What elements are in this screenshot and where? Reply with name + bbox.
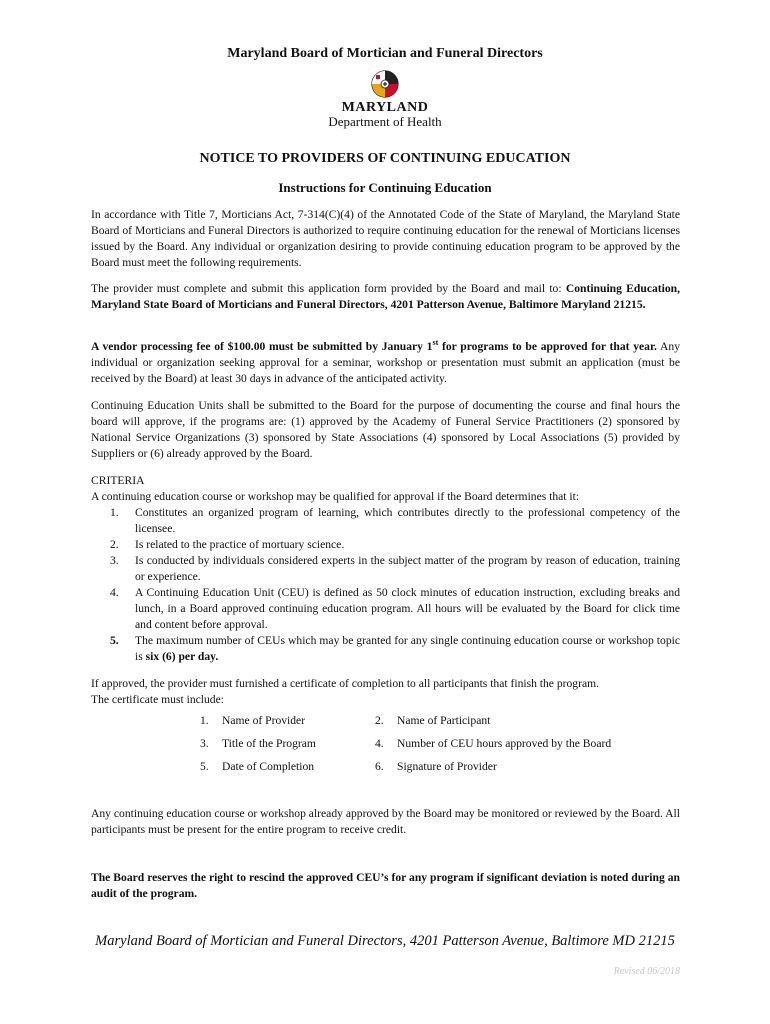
- certificate-text: Signature of Provider: [397, 760, 497, 773]
- criteria-item: [91, 585, 680, 633]
- ceu-limit: six (6) per day.: [145, 650, 219, 663]
- ceu-paragraph: Continuing Education Units shall be submitted to the Board for the purpose of documenting the course and final hours the board will approve, if the programs are: (1) approved by the Academy of Funeral Service Practitioners (2) sponsored by National Service Organizations (3) sponsored by State Associations (4) sponsored by Local Associations (5) provided by Suppliers or (6) already approved by the Board.: [91, 399, 680, 460]
- rescind-notice: The Board reserves the right to rescind the approved CEU’s for any program if significant deviation is noted during an audit of the program.: [91, 871, 680, 900]
- criteria-intro: A continuing education course or workshop may be qualified for approval if the Board determines that it:: [91, 490, 580, 503]
- monitoring-paragraph: Any continuing education course or workshop already approved by the Board may be monitored or reviewed by the Board. All participants must be present for the entire program to receive credit.: [91, 807, 680, 836]
- fee-details: Any individual or organization seeking approval for a seminar, workshop or presentation must submit an application (must be received by the Board) at least 30 days in advance of the anticipated activity.: [91, 340, 680, 385]
- certificate-text: Name of Provider: [222, 714, 306, 727]
- certificate-number: 2.: [375, 714, 384, 727]
- criteria-number: 5.: [110, 634, 119, 647]
- certificate-item: [200, 760, 375, 783]
- criteria-item: [91, 553, 680, 585]
- certificate-text: Date of Completion: [222, 760, 315, 773]
- criteria-number: 2.: [110, 538, 119, 551]
- submission-paragraph: [91, 281, 680, 313]
- fee-notice-a: A vendor processing fee of $100.00 must be submitted by January 1: [91, 340, 433, 353]
- certificate-number: 3.: [200, 737, 209, 750]
- certificate-intro: [91, 676, 680, 708]
- certificate-item: [200, 737, 375, 760]
- criteria-list: [91, 505, 680, 665]
- certificate-row: [200, 714, 680, 737]
- certificate-item: [375, 760, 497, 783]
- certificate-item: [200, 714, 375, 737]
- fee-notice: [91, 340, 657, 353]
- certificate-intro-line2: The certificate must include:: [91, 693, 224, 706]
- notice-title: NOTICE TO PROVIDERS OF CONTINUING EDUCATION: [199, 151, 571, 166]
- criteria-number: 1.: [110, 506, 119, 519]
- certificate-row: [200, 760, 680, 783]
- footer-address: Maryland Board of Mortician and Funeral Directors, 4201 Patterson Avenue, Baltimore MD 21215: [95, 933, 675, 949]
- revision-date: Revised 06/2018: [613, 966, 680, 977]
- certificate-number: 5.: [200, 760, 209, 773]
- criteria-text: Constitutes an organized program of learning, which contributes directly to the professional competency of the licensee.: [135, 506, 680, 535]
- criteria-text: Is related to the practice of mortuary science.: [135, 538, 345, 551]
- instructions-title: Instructions for Continuing Education: [278, 180, 492, 195]
- criteria-text: The maximum number of CEUs which may be granted for any single continuing education course or workshop topic is: [135, 634, 680, 663]
- certificate-number: 6.: [375, 760, 384, 773]
- criteria-number: 3.: [110, 554, 119, 567]
- certificate-text: Name of Participant: [397, 714, 491, 727]
- fee-paragraph: [91, 339, 680, 387]
- logo-subtitle: Department of Health: [328, 114, 442, 129]
- criteria-item: [91, 633, 680, 665]
- logo-name: MARYLAND: [341, 100, 429, 115]
- criteria-heading: CRITERIA: [91, 474, 145, 487]
- fee-notice-sup: st: [432, 338, 439, 348]
- mailing-address: Continuing Education, Maryland State Board of Morticians and Funeral Directors, 4201 Patterson Avenue, Baltimore Maryland 21215.: [91, 282, 680, 311]
- authority-paragraph: In accordance with Title 7, Morticians Act, 7-314(C)(4) of the Annotated Code of the State of Maryland, the Maryland State Board of Morticians and Funeral Directors is authorized to require continuing education for the renewal of Morticians licenses issued by the Board. Any individual or organization desiring to provide continuing education program to be approved by the Board must meet the following requirements.: [91, 208, 680, 269]
- certificate-number: 1.: [200, 714, 209, 727]
- criteria-section: [91, 473, 680, 665]
- criteria-item: [91, 537, 680, 553]
- fee-notice-b: for programs to be approved for that year.: [438, 340, 657, 353]
- certificate-item: [375, 714, 490, 737]
- criteria-item: [91, 505, 680, 537]
- board-title: Maryland Board of Mortician and Funeral Directors: [227, 46, 543, 61]
- certificate-text: Number of CEU hours approved by the Board: [397, 737, 612, 750]
- certificate-item: [375, 737, 611, 760]
- certificate-row: [200, 737, 680, 760]
- maryland-seal-icon: [371, 70, 399, 98]
- certificate-intro-line1: If approved, the provider must furnished a certificate of completion to all participants that finish the program.: [91, 677, 600, 690]
- certificate-number: 4.: [375, 737, 384, 750]
- submission-text: The provider must complete and submit this application form provided by the Board and mail to:: [91, 282, 566, 295]
- certificate-requirements: [200, 714, 680, 783]
- criteria-number: 4.: [110, 586, 119, 599]
- maryland-health-logo: [327, 70, 443, 129]
- criteria-text: A Continuing Education Unit (CEU) is defined as 50 clock minutes of education instruction, excluding breaks and lunch, in a Board approved continuing education program. All hours will be evaluated by the Board for click time and content before approval.: [135, 586, 680, 631]
- certificate-text: Title of the Program: [222, 737, 316, 750]
- criteria-text: Is conducted by individuals considered experts in the subject matter of the program by reason of education, training or experience.: [135, 554, 680, 583]
